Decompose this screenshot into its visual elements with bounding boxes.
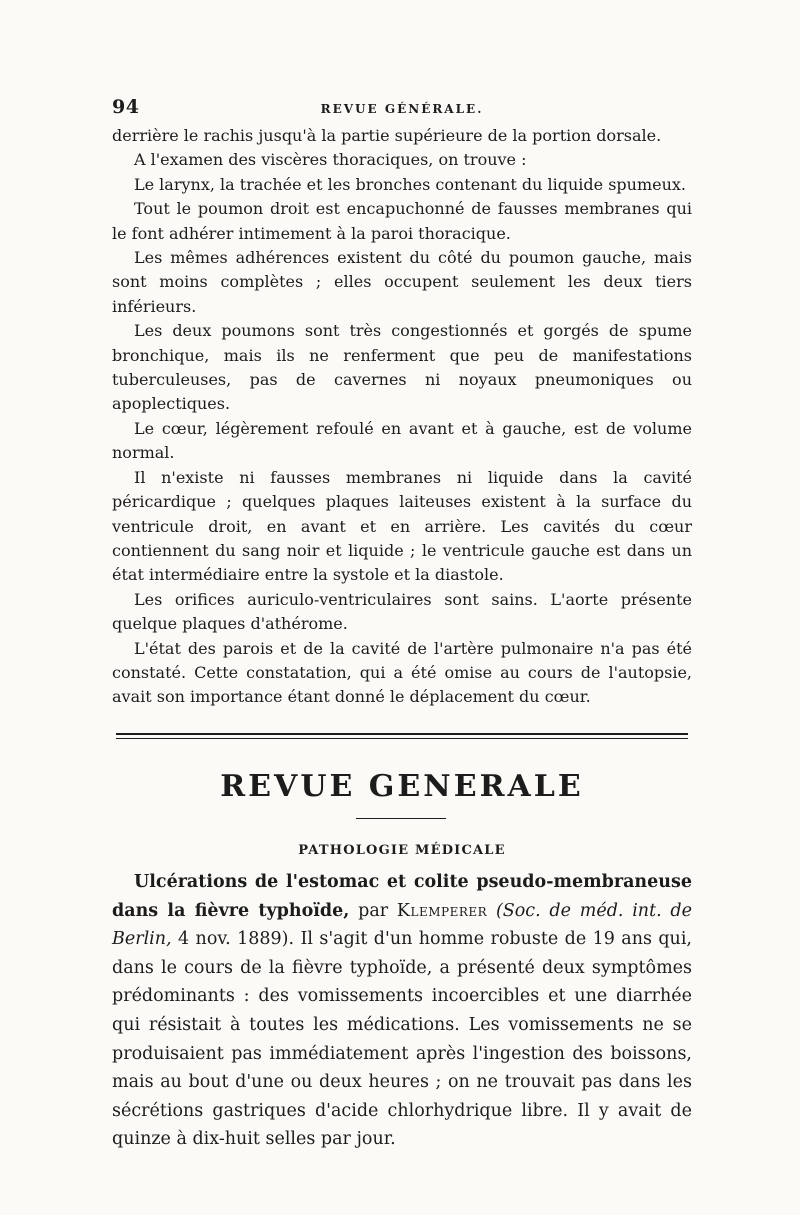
running-title: REVUE GÉNÉRALE. [320, 102, 484, 116]
article-title: Ulcérations de l'estomac et colite pseudo-membraneuse dans la fièvre typhoïde, [112, 872, 692, 921]
page-header [112, 96, 692, 124]
page-number: 94 [112, 96, 140, 118]
paragraph: Le larynx, la trachée et les bronches contenant du liquide spumeux. [134, 174, 686, 194]
article-citation: (Soc. de méd. int. de Berlin, [112, 900, 692, 950]
title-underline [356, 818, 446, 819]
paragraph: Les orifices auriculo-ventriculaires sont sains. L'aorte présente quelque plaques d'athérome. [112, 589, 692, 634]
paragraph: Les mêmes adhérences existent du côté du poumon gauche, mais sont moins complètes ; elles occupent seulement les deux tiers inférieurs. [112, 248, 692, 316]
paragraph: A l'examen des viscères thoraciques, on trouve : [134, 150, 527, 170]
article-paragraph [112, 868, 692, 1154]
paragraph: Il n'existe ni fausses membranes ni liquide dans la cavité péricardique ; quelques plaques laiteuses existent à la surface du ventricule droit, en avant et en arrière. Les cavités du cœur contiennent du sang noir et liquide ; le ventricule gauche est dans un état intermédiaire entre la systole et la diastole. [112, 467, 692, 585]
article [112, 868, 692, 1154]
section-title: REVUE GENERALE [220, 769, 584, 804]
article-by: par [358, 900, 389, 921]
body-text [112, 124, 692, 710]
paragraph: L'état des parois et de la cavité de l'artère pulmonaire n'a pas été constaté. Cette constatation, qui a été omise au cours de l'autopsie, avait son importance étant donné le déplacement du cœur. [112, 638, 692, 707]
subsection-title: PATHOLOGIE MÉDICALE [298, 843, 506, 858]
paragraph: Tout le poumon droit est encapuchonné de fausses membranes qui le font adhérer intimement à la paroi thoracique. [112, 199, 692, 243]
article-author: Klemperer [396, 900, 488, 921]
section-divider [116, 733, 688, 739]
paragraph: Les deux poumons sont très congestionnés et gorgés de spume bronchique, mais ils ne renferment que peu de manifestations tuberculeuses, pas de cavernes ni noyaux pneumoniques ou apoplectiques. [112, 321, 692, 414]
paragraph: derrière le rachis jusqu'à la partie supérieure de la portion dorsale. [112, 126, 662, 145]
paragraph: Le cœur, légèrement refoulé en avant et à gauche, est de volume normal. [112, 418, 692, 463]
article-text: Il s'agit d'un homme robuste de 19 ans qui, dans le cours de la fièvre typhoïde, a présenté deux symptômes prédominants : des vomissements incoercibles et une diarrhée qui résistait à toutes les médications. Les vomissements ne se produisaient pas immédiatement après l'ingestion des boissons, mais au bout d'une ou deux heures ; on ne trouvait pas dans les sécrétions gastriques d'acide chlorhydrique libre. Il y avait de quinze à dix-huit selles par jour. [112, 929, 692, 1150]
article-date: 4 nov. 1889). [178, 929, 295, 950]
